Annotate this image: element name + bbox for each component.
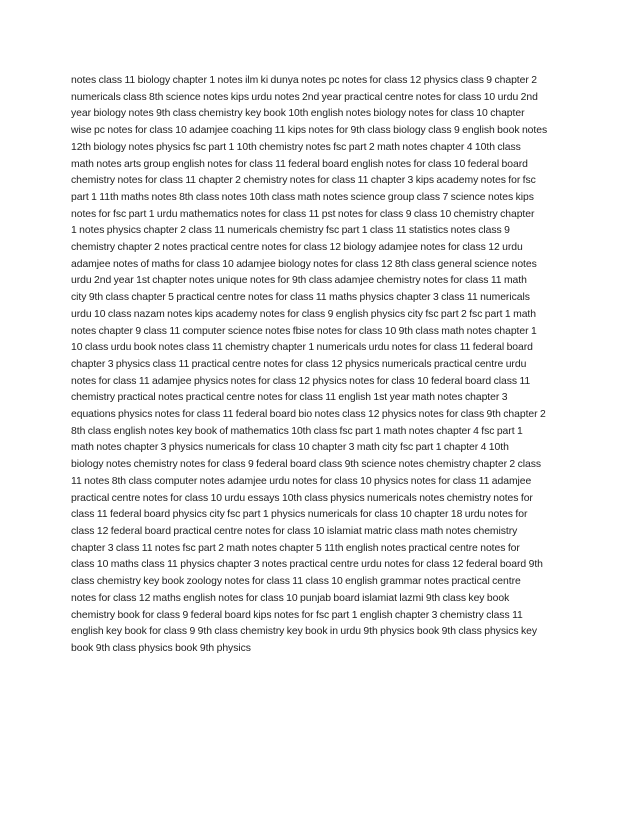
text-line: math notes arts group english notes for class 11 federal board english notes for class 10 federal board	[71, 158, 528, 170]
text-line: urdu 2nd year 1st chapter notes unique notes for 9th class adamjee chemistry notes for class 11 math	[71, 275, 527, 287]
text-line: notes for class 12 maths english notes for class 10 punjab board islamiat lazmi 9th class key book	[71, 592, 510, 604]
text-line: 10 class urdu book notes class 11 chemistry chapter 1 numericals urdu notes for class 11 federal board	[71, 342, 533, 354]
text-line: notes for class 11 adamjee physics notes for class 12 physics notes for class 10 federal board class 11	[71, 375, 531, 387]
text-line: class 10 maths class 11 physics chapter 3 notes practical centre urdu notes for class 12 federal board 9th	[71, 559, 543, 571]
text-line: math notes chapter 3 physics numericals for class 10 chapter 3 math city fsc part 1 chapter 4 10th	[71, 442, 509, 454]
text-line: notes class 11 biology chapter 1 notes ilm ki dunya notes pc notes for class 12 physics class 9 chapter 2	[71, 75, 537, 86]
text-line: chemistry notes for class 11 chapter 2 chemistry notes for class 11 chapter 3 kips academy notes for fsc	[71, 175, 536, 187]
text-line: 8th class english notes key book of mathematics 10th class fsc part 1 math notes chapter 4 fsc part 1	[71, 425, 523, 437]
text-line: 12th biology notes physics fsc part 1 10th chemistry notes fsc part 2 math notes chapter 4 10th class	[71, 141, 521, 153]
text-line: part 1 11th maths notes 8th class notes 10th class math notes science group class 7 science notes kips	[71, 191, 534, 203]
text-line: english key book for class 9 9th class chemistry key book in urdu 9th physics book 9th class physics key	[71, 626, 537, 638]
text-line: class 11 federal board physics city fsc part 1 physics numericals for class 10 chapter 18 urdu notes for	[71, 509, 528, 521]
text-line: 11 notes 8th class computer notes adamjee urdu notes for class 10 physics notes for class 11 adamjee	[71, 475, 532, 487]
text-line: numericals class 8th science notes kips urdu notes 2nd year practical centre notes for class 10 urdu 2nd	[71, 91, 538, 103]
text-line: chapter 3 class 11 notes fsc part 2 math notes chapter 5 11th english notes practical centre notes for	[71, 542, 520, 554]
text-line: equations physics notes for class 11 federal board bio notes class 12 physics notes for class 9th chapter 2	[71, 409, 546, 421]
text-line: 1 notes physics chapter 2 class 11 numericals chemistry fsc part 1 class 11 statistics notes class 9	[71, 225, 510, 237]
text-line: wise pc notes for class 10 adamjee coaching 11 kips notes for 9th class biology class 9 english book notes	[71, 125, 548, 137]
text-line: chapter 3 physics class 11 practical centre notes for class 12 physics numericals practical centre urdu	[71, 358, 527, 370]
text-line: notes chapter 9 class 11 computer science notes fbise notes for class 10 9th class math notes chapter 1	[71, 325, 537, 337]
text-line: city 9th class chapter 5 practical centre notes for class 11 maths physics chapter 3 class 11 numericals	[71, 292, 530, 304]
text-line: chemistry practical notes practical centre notes for class 11 english 1st year math notes chapter 3	[71, 392, 508, 404]
text-line: practical centre notes for class 10 urdu essays 10th class physics numericals notes chemistry notes for	[71, 492, 533, 504]
text-line: chemistry chapter 2 notes practical centre notes for class 12 biology adamjee notes for class 12 urdu	[71, 242, 523, 254]
text-line: chemistry book for class 9 federal board kips notes for fsc part 1 english chapter 3 chemistry class 11	[71, 609, 523, 621]
text-line: class 12 federal board practical centre notes for class 10 islamiat matric class math notes chemistry	[71, 525, 518, 537]
text-line: adamjee notes of maths for class 10 adamjee biology notes for class 12 8th class general science notes	[71, 258, 537, 270]
body-text	[71, 73, 567, 658]
text-line: notes for fsc part 1 urdu mathematics notes for class 11 pst notes for class 9 class 10 chemistry chapter	[71, 208, 535, 220]
text-line: urdu 10 class nazam notes kips academy notes for class 9 english physics city fsc part 2 fsc part 1 math	[71, 308, 536, 320]
text-line: year biology notes 9th class chemistry key book 10th english notes biology notes for class 10 chapter	[71, 108, 525, 120]
text-line: book 9th class physics book 9th physics	[71, 642, 251, 654]
text-line: biology notes chemistry notes for class 9 federal board class 9th science notes chemistry chapter 2 class	[71, 459, 542, 471]
text-line: class chemistry key book zoology notes for class 11 class 10 english grammar notes practical centre	[71, 576, 521, 588]
